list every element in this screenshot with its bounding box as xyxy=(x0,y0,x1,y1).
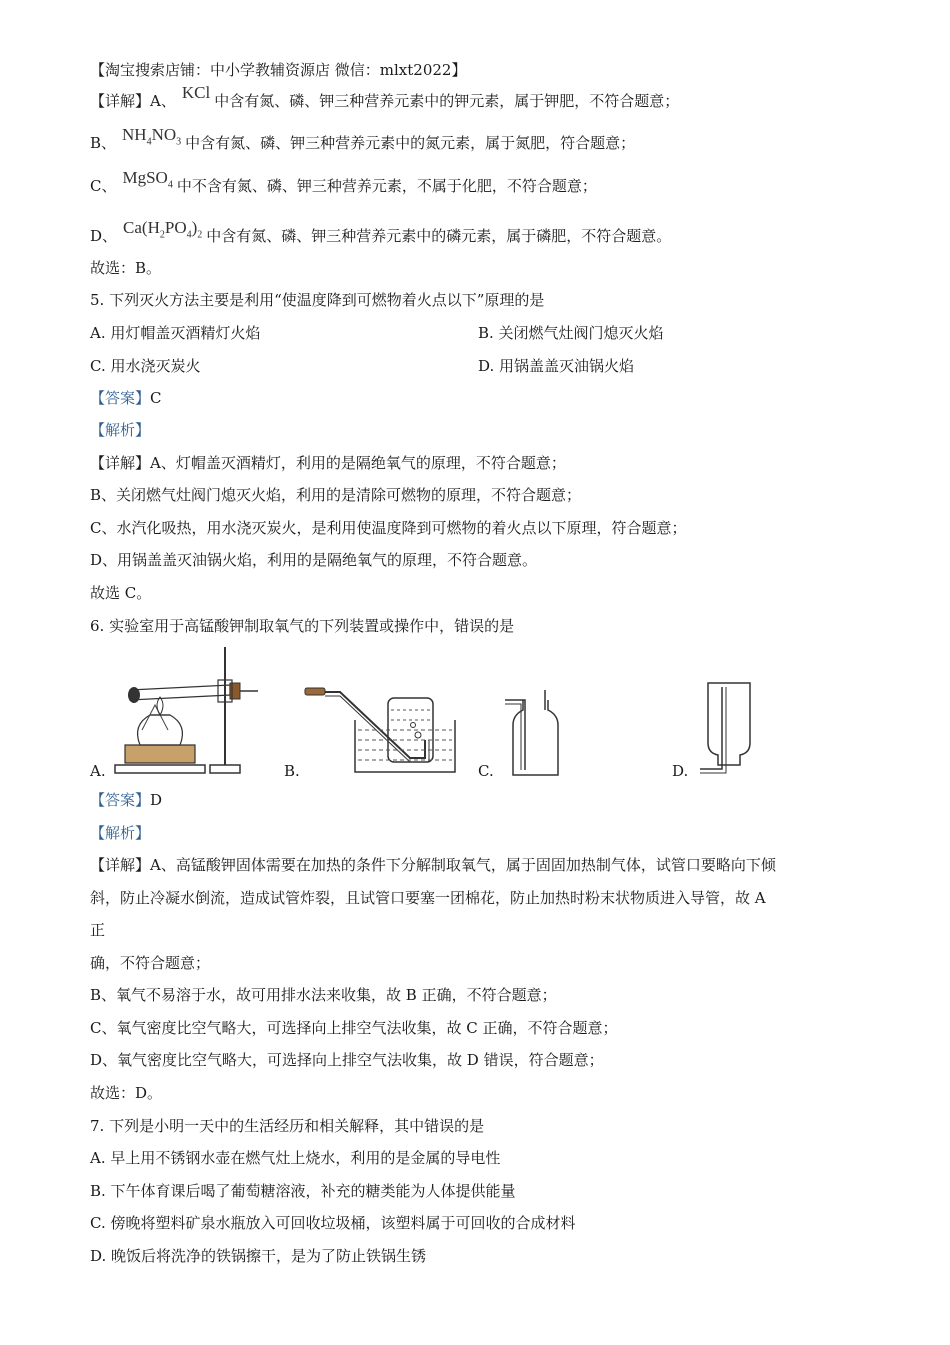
q7-option-d: D. 晚饭后将洗净的铁锅擦干，是为了防止铁锅生锈 xyxy=(90,1247,427,1265)
formula-sub: 4 xyxy=(146,136,152,148)
q6-analysis-label: 【解析】 xyxy=(90,824,151,842)
q5-option-a: A. 用灯帽盖灭酒精灯火焰 xyxy=(90,324,261,342)
fig-c-label: C. xyxy=(478,762,494,780)
q5-detail-a: 【详解】A、灯帽盖灭酒精灯，利用的是隔绝氧气的原理，不符合题意； xyxy=(90,454,566,472)
q4-detail-c-text: 中不含有氮、磷、钾三种营养元素，不属于化肥，不符合题意； xyxy=(176,177,597,195)
formula-part: PO xyxy=(164,218,187,237)
q6-detail-b: B、氧气不易溶于水，故可用排水法来收集，故 B 正确，不符合题意； xyxy=(90,986,557,1004)
q5-detail-b: B、关闭燃气灶阀门熄灭火焰，利用的是清除可燃物的原理，不符合题意； xyxy=(90,486,582,504)
answer-value: C xyxy=(150,389,162,407)
formula-part: Ca(H xyxy=(123,218,160,237)
q5-answer xyxy=(90,388,162,408)
formula-sub: 4 xyxy=(167,179,173,191)
formula-cah2po42 xyxy=(123,218,203,241)
formula-sub: 2 xyxy=(197,229,203,241)
q6-detail-line-2: 斜，防止冷凝水倒流，造成试管炸裂，且试管口要塞一团棉花，防止加热时粉末状物质进入导管，故 A xyxy=(90,889,766,907)
q4-detail-d-prefix: D、 xyxy=(90,227,118,245)
q4-detail-a xyxy=(90,83,680,111)
q5-conclusion: 故选 C。 xyxy=(90,584,152,602)
water-collection-figure xyxy=(300,680,460,778)
q7-option-a: A. 早上用不锈钢水壶在燃气灶上烧水，利用的是金属的导电性 xyxy=(90,1149,501,1167)
q4-detail-c xyxy=(90,168,597,203)
q6-detail-line-1: 【详解】A、高锰酸钾固体需要在加热的条件下分解制取氧气，属于固固加热制气体，试管口要略向下倾 xyxy=(90,856,776,874)
q5-stem: 5. 下列灭火方法主要是利用“使温度降到可燃物着火点以下”原理的是 xyxy=(90,291,545,309)
formula-part: ) xyxy=(191,218,198,237)
apparatus-heating-figure xyxy=(110,645,260,777)
q5-option-b: B. 关闭燃气灶阀门熄灭火焰 xyxy=(478,324,664,342)
formula-nh4no3 xyxy=(122,125,182,148)
formula-mgso4 xyxy=(122,168,173,191)
page-header: 【淘宝搜索店铺：中小学教辅资源店 微信：mlxt2022】 xyxy=(90,61,467,79)
q5-detail-c: C、水汽化吸热，用水浇灭炭火，是利用使温度降到可燃物的着火点以下原理，符合题意； xyxy=(90,519,687,537)
gas-bottle-upward-figure xyxy=(495,680,575,778)
q4-conclusion: 故选：B。 xyxy=(90,259,162,277)
q7-option-c: C. 傍晚将塑料矿泉水瓶放入可回收垃圾桶，该塑料属于可回收的合成材料 xyxy=(90,1214,576,1232)
q7-stem: 7. 下列是小明一天中的生活经历和相关解释，其中错误的是 xyxy=(90,1117,485,1135)
formula-kcl: KCl xyxy=(181,83,211,102)
q4-detail-a-prefix: 【详解】A、 xyxy=(90,92,176,110)
formula-sub: 2 xyxy=(159,229,165,241)
formula-sub: 3 xyxy=(176,136,182,148)
q7-option-b: B. 下午体育课后喝了葡萄糖溶液，补充的糖类能为人体提供能量 xyxy=(90,1182,516,1200)
q4-detail-c-prefix: C、 xyxy=(90,177,117,195)
formula-part: NH xyxy=(122,125,147,144)
answer-label: 【答案】 xyxy=(90,791,151,809)
q6-answer xyxy=(90,790,162,810)
formula-part: NO xyxy=(151,125,177,144)
q4-detail-b-text: 中含有氮、磷、钾三种营养元素中的氮元素，属于氮肥，符合题意； xyxy=(185,134,636,152)
fig-d-label: D. xyxy=(672,762,689,780)
q5-detail-d: D、用锅盖盖灭油锅火焰，利用的是隔绝氧气的原理，不符合题意。 xyxy=(90,551,538,569)
q5-option-c: C. 用水浇灭炭火 xyxy=(90,357,201,375)
q6-detail-d: D、氧气密度比空气略大，可选择向上排空气法收集，故 D 错误，符合题意； xyxy=(90,1051,604,1069)
q4-detail-b-prefix: B、 xyxy=(90,134,117,152)
q5-option-d: D. 用锅盖盖灭油锅火焰 xyxy=(478,357,635,375)
formula-part: MgSO xyxy=(122,168,168,187)
q4-detail-d xyxy=(90,218,672,253)
fig-b-label: B. xyxy=(284,762,300,780)
q6-detail-line-3: 正 xyxy=(90,921,106,939)
answer-value: D xyxy=(150,791,163,809)
q4-detail-a-text: 中含有氮、磷、钾三种营养元素中的钾元素，属于钾肥，不符合题意； xyxy=(214,92,680,110)
q5-analysis-label: 【解析】 xyxy=(90,421,151,439)
q6-stem: 6. 实验室用于高锰酸钾制取氧气的下列装置或操作中，错误的是 xyxy=(90,617,515,635)
q4-detail-b xyxy=(90,125,636,160)
q6-detail-c: C、氧气密度比空气略大，可选择向上排空气法收集，故 C 正确，不符合题意； xyxy=(90,1019,618,1037)
q4-detail-d-text: 中含有氮、磷、钾三种营养元素中的磷元素，属于磷肥，不符合题意。 xyxy=(206,227,672,245)
q6-conclusion: 故选：D。 xyxy=(90,1084,163,1102)
q6-detail-line-4: 确，不符合题意； xyxy=(90,954,211,972)
formula-sub: 4 xyxy=(186,229,192,241)
fig-a-label: A. xyxy=(90,762,106,780)
answer-label: 【答案】 xyxy=(90,389,151,407)
gas-bottle-downward-figure xyxy=(698,675,758,775)
